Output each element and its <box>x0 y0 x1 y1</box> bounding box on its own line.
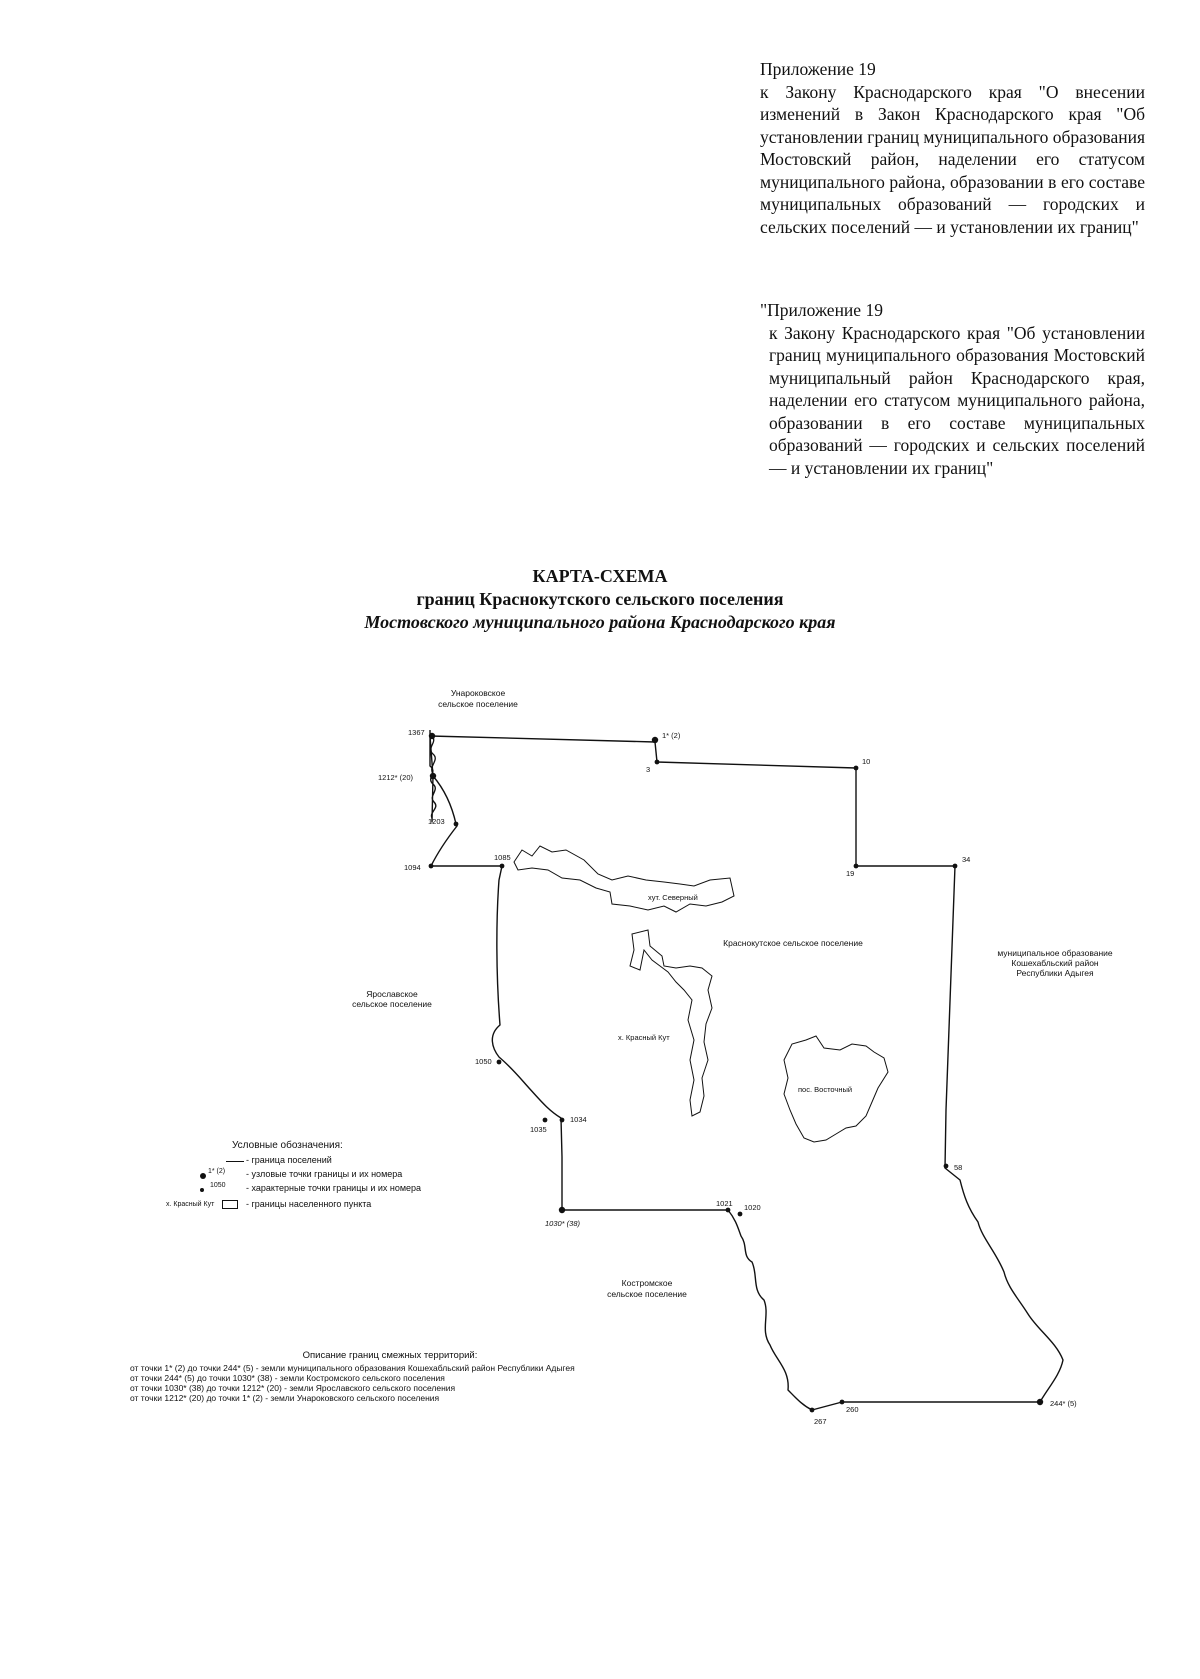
settlement-boundary <box>430 730 1063 1410</box>
point-1085 <box>500 864 505 869</box>
legend-item-node: - узловые точки границы и их номера <box>246 1169 403 1179</box>
legend-row-boundary <box>178 1154 438 1168</box>
settlement-label-vostochny: пос. Восточный <box>798 1085 853 1094</box>
point-34 <box>953 864 958 869</box>
legend-item-point: - характерные точки границы и их номера <box>246 1183 422 1193</box>
legend-item-boundary: - граница поселений <box>246 1155 332 1165</box>
map-title-line2: границ Краснокутского сельского поселения <box>416 589 784 609</box>
map-title-line3: Мостовского муниципального района Краснодарского края <box>364 612 836 632</box>
boundary-points <box>429 733 1044 1413</box>
settlement-severny <box>514 846 734 912</box>
legend-row-settlement <box>166 1198 438 1212</box>
settlement-label-severny: хут. Северный <box>648 893 698 902</box>
description-line: от точки 1212* (20) до точки 1* (2) - земли Унароковского сельского поселения <box>130 1393 440 1403</box>
area-kostromskoe-2: сельское поселение <box>607 1289 687 1299</box>
label-1034: 1034 <box>570 1115 587 1124</box>
legend-point-symbol <box>178 1182 244 1196</box>
adjacent-territories-description <box>130 1351 830 1403</box>
point-1203 <box>454 822 459 827</box>
label-3: 3 <box>646 765 651 774</box>
label-267: 267 <box>814 1417 827 1426</box>
area-krasnokutskoe: Краснокутское сельское поселение <box>723 938 863 948</box>
label-1050: 1050 <box>475 1057 492 1066</box>
label-1094: 1094 <box>404 863 421 872</box>
legend-point-label: 1050 <box>210 1182 226 1189</box>
point-58 <box>944 1164 949 1169</box>
description-line: от точки 1* (2) до точки 244* (5) - земли муниципального образования Кошехабльский район Республики Адыгея <box>130 1363 575 1373</box>
label-1367: 1367 <box>408 728 425 737</box>
point-244 <box>1037 1399 1043 1405</box>
point-267 <box>810 1408 815 1413</box>
label-10: 10 <box>862 757 871 766</box>
label-34: 34 <box>962 855 971 864</box>
point-1094 <box>429 864 434 869</box>
description-line: от точки 244* (5) до точки 1030* (38) - земли Костромского сельского поселения <box>130 1373 445 1383</box>
point-19 <box>854 864 859 869</box>
annex-current-head: Приложение 19 <box>760 59 876 79</box>
description-title: Описание границ смежных территорий: <box>302 1350 478 1361</box>
legend-row-node <box>178 1168 438 1182</box>
label-1: 1* (2) <box>662 731 681 740</box>
area-yaroslavskoe-2: сельское поселение <box>352 999 432 1009</box>
legend-title: Условные обозначения: <box>232 1140 343 1151</box>
point-10 <box>854 766 859 771</box>
label-1021: 1021 <box>716 1199 733 1208</box>
settlement-label-krasny-kut: х. Красный Кут <box>618 1033 670 1042</box>
area-unarokovskoe-1: Унароковское <box>450 688 506 698</box>
area-unarokovskoe-2: сельское поселение <box>438 699 518 709</box>
area-koshehabl-3: Республики Адыгея <box>1016 968 1094 978</box>
annex-original-head: "Приложение 19 <box>760 300 883 320</box>
legend-row-point <box>178 1182 438 1196</box>
settlement-krasny-kut <box>630 930 712 1116</box>
point-260 <box>840 1400 845 1405</box>
label-1212: 1212* (20) <box>378 773 414 782</box>
point-1020 <box>738 1212 743 1217</box>
point-1034 <box>560 1118 565 1123</box>
area-koshehabl-1: муниципальное образование <box>997 948 1113 958</box>
area-kostromskoe-1: Костромское <box>621 1278 673 1288</box>
label-1203: 1203 <box>428 817 445 826</box>
annex-original-body: к Закону Краснодарского края "Об установлении границ муниципального образования Мостовский муниципальный район Краснодарского края, наделении его статусом муниципального района, образовании в его составе муниципальных образований — городских и сельских поселений — и установлении их границ" <box>769 322 1145 478</box>
legend-node-label: 1* (2) <box>208 1168 226 1175</box>
label-58: 58 <box>954 1163 963 1172</box>
point-1030 <box>559 1207 565 1213</box>
point-3 <box>655 760 660 765</box>
annex-current-body: к Закону Краснодарского края "О внесении изменений в Закон Краснодарского края "Об установлении границ муниципального образования Мостовский район, наделении его статусом муниципального района, образовании в его составе муниципальных образований — городских и сельских поселений — и установлении их границ" <box>760 81 1146 237</box>
map-title-line1: КАРТА-СХЕМА <box>532 566 668 586</box>
legend-item-settlement: - границы населенного пункта <box>246 1199 372 1209</box>
legend-line-symbol <box>178 1154 244 1168</box>
label-1030: 1030* (38) <box>545 1219 581 1228</box>
area-yaroslavskoe-1: Ярославское <box>366 989 418 999</box>
description-line: от точки 1030* (38) до точки 1212* (20) - земли Ярославского сельского поселения <box>130 1383 456 1393</box>
point-1035 <box>543 1118 548 1123</box>
label-260: 260 <box>846 1405 859 1414</box>
point-1212 <box>430 773 436 779</box>
label-1035: 1035 <box>530 1125 547 1134</box>
point-labels <box>378 728 1077 1426</box>
point-1 <box>652 737 658 743</box>
area-koshehabl-2: Кошехабльский район <box>1011 958 1099 968</box>
label-244: 244* (5) <box>1050 1399 1077 1408</box>
label-1085: 1085 <box>494 853 511 862</box>
point-1367 <box>429 733 435 739</box>
label-1020: 1020 <box>744 1203 761 1212</box>
legend-node-symbol <box>178 1168 244 1182</box>
legend-settlement-label: х. Красный Кут <box>166 1201 215 1208</box>
point-1050 <box>497 1060 502 1065</box>
point-1021 <box>726 1208 731 1213</box>
legend-settlement-symbol <box>166 1198 244 1212</box>
settlement-labels <box>618 893 852 1094</box>
label-19: 19 <box>846 869 855 878</box>
